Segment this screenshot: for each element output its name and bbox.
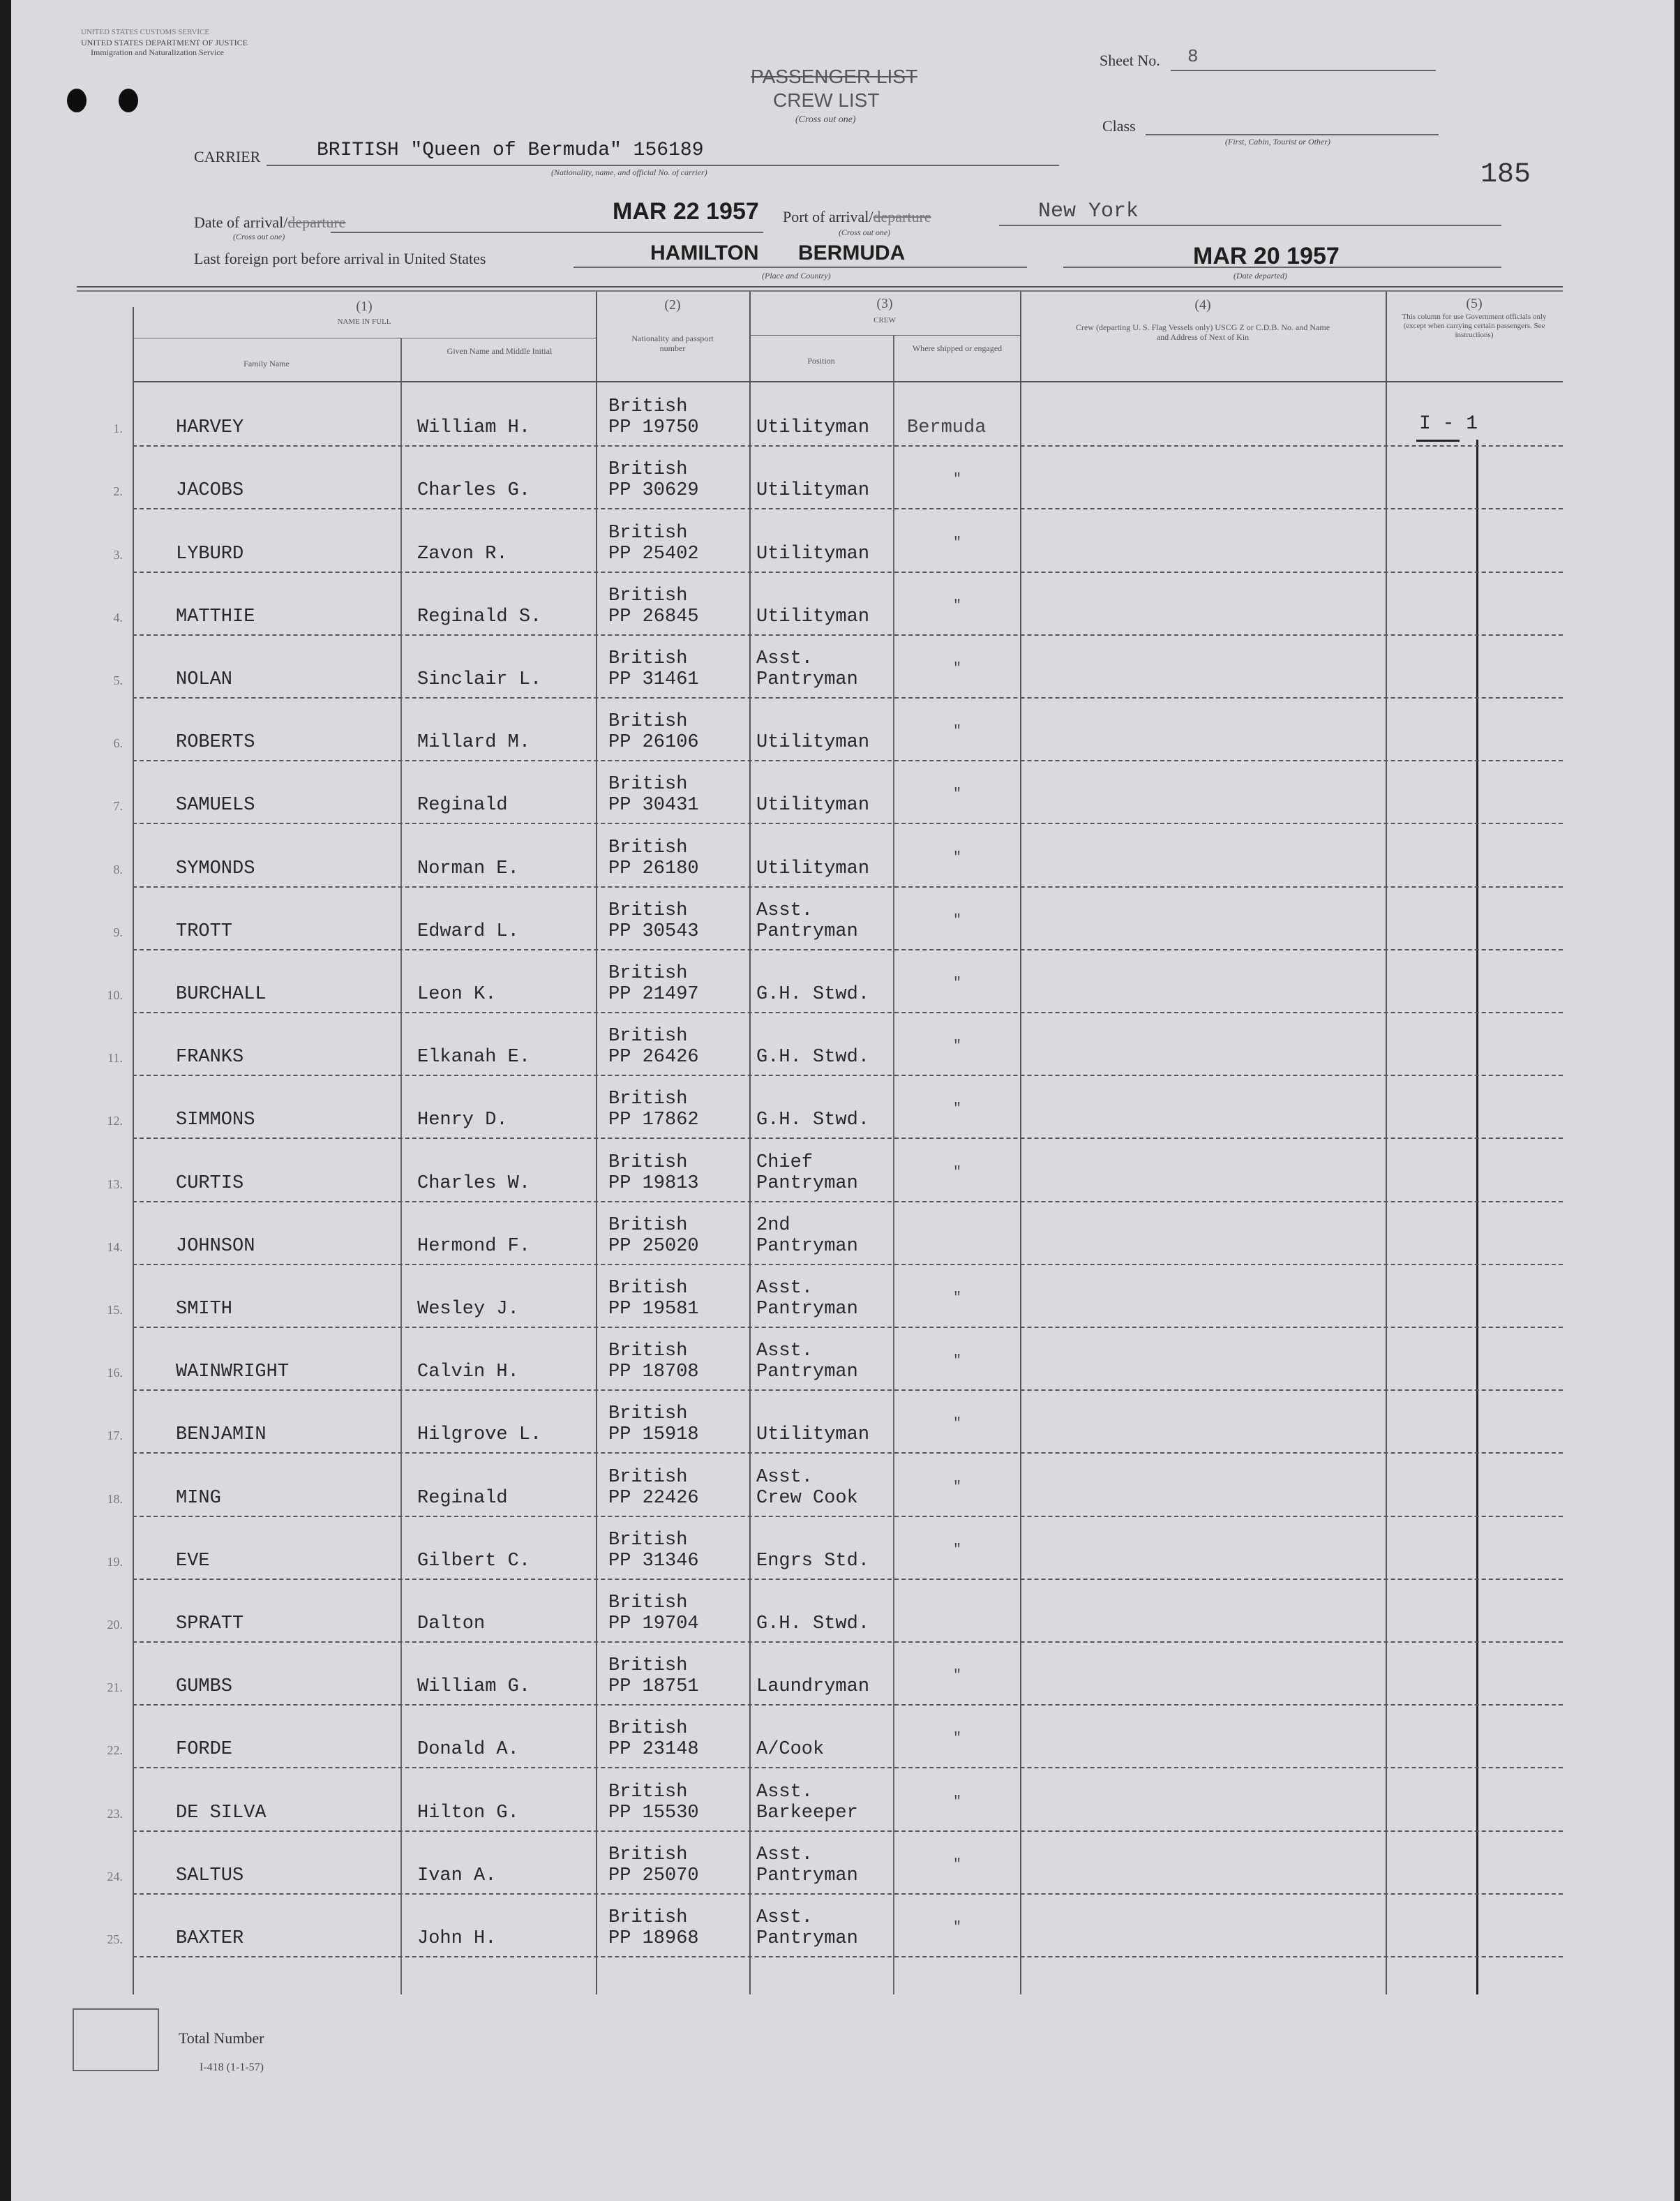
col5-title: This column for use Government officials only (except when carrying certain passengers. See instructions) [1402, 313, 1547, 339]
col-position-header: Position [807, 356, 835, 366]
passport-number: PP 19704 [608, 1613, 699, 1634]
row-number: 4. [113, 611, 123, 625]
col3-title: CREW [873, 316, 896, 324]
given-name: Zavon R. [417, 544, 508, 565]
family-name: GUMBS [176, 1676, 233, 1697]
position-line-2: Pantryman [756, 921, 858, 942]
passport-number: PP 25070 [608, 1865, 699, 1886]
where-engaged: " [953, 1038, 962, 1054]
row-divider [133, 1201, 1563, 1202]
family-name: BAXTER [176, 1928, 244, 1949]
row-number: 18. [107, 1492, 123, 1506]
passport-number: PP 18708 [608, 1361, 699, 1382]
position: Utilityman [756, 858, 870, 879]
nationality: British [608, 1026, 688, 1047]
position: G.H. Stwd. [756, 1047, 870, 1068]
col-where-sep [893, 335, 894, 1994]
nationality: British [608, 1844, 688, 1865]
col-where-header: Where shipped or engaged [912, 343, 1003, 353]
row-number: 24. [107, 1870, 123, 1883]
row-divider [133, 1893, 1563, 1895]
row-divider [133, 1327, 1563, 1328]
row-divider [133, 445, 1563, 447]
gov-mark-line [1476, 440, 1478, 1994]
passport-number: PP 19581 [608, 1299, 699, 1320]
row-divider [133, 1075, 1563, 1076]
row-divider [133, 823, 1563, 824]
col-gov-sep [1386, 292, 1387, 1994]
row-divider [133, 508, 1563, 509]
where-engaged: " [953, 1794, 962, 1810]
nationality: British [608, 523, 688, 544]
position: Utilityman [756, 1424, 870, 1445]
passport-number: PP 15918 [608, 1424, 699, 1445]
nationality: British [608, 1215, 688, 1236]
row-number: 20. [107, 1618, 123, 1632]
row-number: 6. [113, 736, 123, 750]
given-name: Charles G. [417, 480, 531, 501]
row-number: 10. [107, 988, 123, 1002]
position-line-1: Chief [756, 1152, 813, 1173]
position-line-2: Barkeeper [756, 1803, 858, 1823]
row-number: 1. [113, 421, 123, 435]
sheet-number: 8 [1187, 46, 1199, 67]
position-line-1: Asst. [756, 1782, 813, 1803]
form-number: I-418 (1-1-57) [200, 2061, 264, 2073]
given-name: Donald A. [417, 1739, 519, 1760]
family-name: SPRATT [176, 1613, 244, 1634]
position-line-1: Asst. [756, 1278, 813, 1299]
passport-number: PP 22426 [608, 1488, 699, 1509]
total-number-box [73, 2008, 159, 2071]
page-number: 185 [1480, 159, 1531, 191]
row-number: 9. [113, 925, 123, 939]
top-rule-1 [77, 286, 1563, 288]
arrival-port-underline [999, 225, 1501, 226]
row-number: 22. [107, 1743, 123, 1757]
family-name: MING [176, 1488, 221, 1509]
given-name: Sinclair L. [417, 669, 542, 690]
family-name: DE SILVA [176, 1803, 267, 1823]
agency-line-2: UNITED STATES DEPARTMENT OF JUSTICE [81, 38, 248, 47]
carrier-underline [267, 165, 1059, 166]
nationality: British [608, 1341, 688, 1361]
row-number: 2. [113, 484, 123, 498]
where-engaged: " [953, 661, 962, 677]
row-number: 3. [113, 548, 123, 562]
col-kin-sep [1020, 292, 1021, 1994]
row-number: 17. [107, 1428, 123, 1442]
nationality: British [608, 1592, 688, 1613]
given-name: Charles W. [417, 1173, 531, 1194]
passport-number: PP 30543 [608, 921, 699, 942]
passport-number: PP 25402 [608, 544, 699, 565]
row-divider [133, 1641, 1563, 1643]
given-name: Norman E. [417, 858, 519, 879]
where-engaged: " [953, 1165, 962, 1181]
where-engaged: " [953, 1101, 962, 1117]
nationality: British [608, 1403, 688, 1424]
family-name: JACOBS [176, 480, 244, 501]
list-title-note: (Cross out one) [795, 114, 856, 125]
position-line-2: Pantryman [756, 1928, 858, 1949]
col5-num: (5) [1466, 296, 1483, 311]
row-divider [133, 1767, 1563, 1768]
position-line-1: Asst. [756, 1844, 813, 1865]
row-number: 12. [107, 1114, 123, 1128]
arrival-date-note: (Cross out one) [233, 232, 285, 241]
sheet-underline [1171, 70, 1436, 71]
where-engaged: " [953, 1542, 962, 1558]
given-name: Hilgrove L. [417, 1424, 542, 1445]
passport-number: PP 30629 [608, 480, 699, 501]
row-number: 11. [107, 1051, 123, 1065]
where-engaged: " [953, 724, 962, 740]
hdr-sub-line-3 [749, 335, 1020, 336]
row-divider [133, 1452, 1563, 1454]
position: G.H. Stwd. [756, 1110, 870, 1131]
row-divider [133, 949, 1563, 950]
where-engaged: " [953, 472, 962, 488]
passport-number: PP 15530 [608, 1803, 699, 1823]
row-divider [133, 634, 1563, 636]
where-engaged: " [953, 1668, 962, 1684]
official-mark: I - 1 [1419, 413, 1478, 435]
given-name: Reginald S. [417, 606, 542, 627]
nationality: British [608, 1278, 688, 1299]
position: G.H. Stwd. [756, 1613, 870, 1634]
family-name: LYBURD [176, 544, 244, 565]
row-number: 16. [107, 1366, 123, 1380]
arrival-port-note: (Cross out one) [839, 227, 891, 237]
family-name: BENJAMIN [176, 1424, 267, 1445]
punch-hole-right [119, 89, 138, 112]
nationality: British [608, 648, 688, 669]
where-engaged: " [953, 850, 962, 866]
table-left [133, 307, 134, 1994]
col4-title: Crew (departing U. S. Flag Vessels only) USCG Z or C.D.B. No. and Name and Address of Next of Kin [1075, 322, 1330, 342]
passport-number: PP 18968 [608, 1928, 699, 1949]
family-name: EVE [176, 1551, 210, 1572]
where-engaged: " [953, 535, 962, 551]
position: Utilityman [756, 606, 870, 627]
family-name: SIMMONS [176, 1110, 255, 1131]
position-line-1: Asst. [756, 648, 813, 669]
row-divider [133, 1389, 1563, 1391]
family-name: SAMUELS [176, 795, 255, 816]
last-port-city: HAMILTON [650, 241, 759, 264]
nationality: British [608, 1718, 688, 1739]
given-name: Reginald [417, 795, 508, 816]
given-name: William G. [417, 1676, 531, 1697]
col3-num: (3) [876, 296, 893, 311]
passport-number: PP 19813 [608, 1173, 699, 1194]
row-number: 19. [107, 1555, 123, 1569]
position-line-2: Pantryman [756, 1361, 858, 1382]
given-name: Leon K. [417, 984, 497, 1005]
row-divider [133, 886, 1563, 888]
family-name: ROBERTS [176, 732, 255, 753]
col2-title: Nationality and passport number [631, 334, 714, 353]
last-port-underline [573, 267, 1027, 268]
date-departed-note: (Date departed) [1233, 271, 1287, 281]
family-name: FRANKS [176, 1047, 244, 1068]
where-engaged: " [953, 1353, 962, 1369]
passport-number: PP 25020 [608, 1236, 699, 1257]
place-note: (Place and Country) [762, 271, 831, 281]
given-name: John H. [417, 1928, 497, 1949]
passport-number: PP 23148 [608, 1739, 699, 1760]
nationality: British [608, 963, 688, 984]
family-name: SALTUS [176, 1865, 244, 1886]
col-pos-sep [749, 292, 751, 1994]
row-divider [133, 1579, 1563, 1580]
class-underline [1146, 134, 1439, 135]
arrival-date-label-text: Date of arrival/ [194, 214, 288, 231]
given-name: Gilbert C. [417, 1551, 531, 1572]
where-engaged: " [953, 1857, 962, 1873]
family-name: CURTIS [176, 1173, 244, 1194]
row-number: 7. [113, 799, 123, 813]
nationality: British [608, 1152, 688, 1173]
arrival-date-underline [331, 232, 763, 233]
agency-line-3: Immigration and Naturalization Service [91, 47, 224, 57]
where-engaged: " [953, 1731, 962, 1747]
given-name: Hermond F. [417, 1236, 531, 1257]
nationality: British [608, 1907, 688, 1928]
where-engaged: " [953, 1416, 962, 1432]
nationality: British [608, 459, 688, 480]
passport-number: PP 26106 [608, 732, 699, 753]
carrier-label: CARRIER [194, 148, 261, 165]
where-engaged: " [953, 1479, 962, 1495]
crossed-passenger-list: PASSENGER LIST [751, 66, 918, 87]
position: Utilityman [756, 732, 870, 753]
where-engaged: " [953, 1290, 962, 1306]
nationality: British [608, 774, 688, 795]
arrival-port-value: New York [1038, 200, 1139, 223]
position-line-1: 2nd [756, 1215, 790, 1236]
family-name: BURCHALL [176, 984, 267, 1005]
position-line-1: Asst. [756, 1907, 813, 1928]
arrival-date-value: MAR 22 1957 [613, 198, 759, 225]
arrival-port-label [783, 208, 931, 226]
given-name: Ivan A. [417, 1865, 497, 1886]
passport-number: PP 26180 [608, 858, 699, 879]
passport-number: PP 30431 [608, 795, 699, 816]
last-port-label: Last foreign port before arrival in United States [194, 250, 486, 267]
passport-number: PP 26426 [608, 1047, 699, 1068]
top-rule-2 [77, 290, 1563, 292]
where-engaged: " [953, 976, 962, 992]
where-engaged: " [953, 598, 962, 614]
given-name: Elkanah E. [417, 1047, 531, 1068]
row-divider [133, 572, 1563, 573]
family-name: JOHNSON [176, 1236, 255, 1257]
nationality: British [608, 900, 688, 921]
given-name: Henry D. [417, 1110, 508, 1131]
arrival-port-label-text: Port of arrival/ [783, 208, 873, 225]
col1-title: NAME IN FULL [337, 318, 391, 326]
row-divider [133, 760, 1563, 761]
position-line-2: Crew Cook [756, 1488, 858, 1509]
agency-line-1: UNITED STATES CUSTOMS SERVICE [81, 28, 210, 36]
nationality: British [608, 1782, 688, 1803]
class-note: (First, Cabin, Tourist or Other) [1225, 137, 1330, 147]
total-number-label: Total Number [179, 2029, 264, 2047]
row-divider [133, 1704, 1563, 1706]
nationality: British [608, 1655, 688, 1676]
passport-number: PP 21497 [608, 984, 699, 1005]
nationality: British [608, 1089, 688, 1110]
position-line-2: Pantryman [756, 1173, 858, 1194]
row-number: 14. [107, 1240, 123, 1254]
row-number: 23. [107, 1807, 123, 1821]
position-line-2: Pantryman [756, 1299, 858, 1320]
row-divider [133, 1516, 1563, 1517]
row-divider [133, 1137, 1563, 1139]
col-nat-sep [596, 292, 597, 1994]
given-name: Reginald [417, 1488, 508, 1509]
family-name: WAINWRIGHT [176, 1361, 290, 1382]
given-name: Millard M. [417, 732, 531, 753]
row-divider [133, 1830, 1563, 1832]
family-name: NOLAN [176, 669, 233, 690]
arrival-date-label [194, 214, 345, 232]
nationality: British [608, 711, 688, 732]
col1-num: (1) [356, 299, 373, 314]
family-name: SYMONDS [176, 858, 255, 879]
position-line-2: Pantryman [756, 1236, 858, 1257]
position-line-2: Pantryman [756, 669, 858, 690]
date-departed: MAR 20 1957 [1193, 243, 1340, 269]
position: Laundryman [756, 1676, 870, 1697]
where-engaged: " [953, 1920, 962, 1936]
passport-number: PP 18751 [608, 1676, 699, 1697]
position: Utilityman [756, 480, 870, 501]
last-port-country: BERMUDA [798, 241, 906, 264]
row-number: 15. [107, 1303, 123, 1317]
position-line-1: Asst. [756, 1467, 813, 1488]
row-number: 5. [113, 673, 123, 687]
row-number: 21. [107, 1680, 123, 1694]
official-mark-underline [1416, 440, 1460, 442]
list-title: CREW LIST [773, 89, 880, 111]
row-divider [133, 697, 1563, 699]
hdr-bottom [133, 381, 1563, 382]
row-number: 8. [113, 863, 123, 876]
family-name: HARVEY [176, 417, 244, 438]
position: Engrs Std. [756, 1551, 870, 1572]
nationality: British [608, 837, 688, 858]
col-given-header: Given Name and Middle Initial [447, 346, 553, 356]
row-divider [133, 1012, 1563, 1013]
position: Utilityman [756, 544, 870, 565]
passport-number: PP 31461 [608, 669, 699, 690]
sheet-label: Sheet No. [1100, 52, 1160, 69]
col2-num: (2) [664, 297, 681, 313]
nationality: British [608, 396, 688, 417]
given-name: Hilton G. [417, 1803, 519, 1823]
given-name: Dalton [417, 1613, 486, 1634]
where-engaged: " [953, 786, 962, 803]
family-name: FORDE [176, 1739, 233, 1760]
position-line-2: Pantryman [756, 1865, 858, 1886]
given-name: Edward L. [417, 921, 519, 942]
where-engaged: Bermuda [907, 417, 987, 438]
nationality: British [608, 1530, 688, 1551]
arrival-port-crossed: departure [873, 208, 931, 225]
position: Utilityman [756, 417, 870, 438]
class-label: Class [1102, 117, 1136, 135]
where-engaged: " [953, 913, 962, 929]
nationality: British [608, 1467, 688, 1488]
nationality: British [608, 585, 688, 606]
row-divider [133, 1956, 1563, 1957]
position: Utilityman [756, 795, 870, 816]
col4-num: (4) [1194, 297, 1211, 313]
passport-number: PP 31346 [608, 1551, 699, 1572]
family-name: SMITH [176, 1299, 233, 1320]
carrier-value: BRITISH "Queen of Bermuda" 156189 [317, 140, 704, 161]
row-number: 13. [107, 1177, 123, 1191]
passport-number: PP 17862 [608, 1110, 699, 1131]
position-line-1: Asst. [756, 1341, 813, 1361]
document-page [11, 0, 1674, 2201]
punch-hole-left [67, 89, 87, 112]
position: A/Cook [756, 1739, 825, 1760]
passport-number: PP 19750 [608, 417, 699, 438]
row-divider [133, 1264, 1563, 1265]
position-line-1: Asst. [756, 900, 813, 921]
position: G.H. Stwd. [756, 984, 870, 1005]
family-name: TROTT [176, 921, 233, 942]
family-name: MATTHIE [176, 606, 255, 627]
given-name: Wesley J. [417, 1299, 519, 1320]
carrier-note: (Nationality, name, and official No. of carrier) [551, 167, 707, 177]
row-number: 25. [107, 1932, 123, 1946]
col-family-header: Family Name [243, 359, 290, 368]
given-name: William H. [417, 417, 531, 438]
arrival-date-crossed: departure [287, 214, 346, 231]
col-given-sep [400, 338, 402, 1994]
passport-number: PP 26845 [608, 606, 699, 627]
given-name: Calvin H. [417, 1361, 519, 1382]
